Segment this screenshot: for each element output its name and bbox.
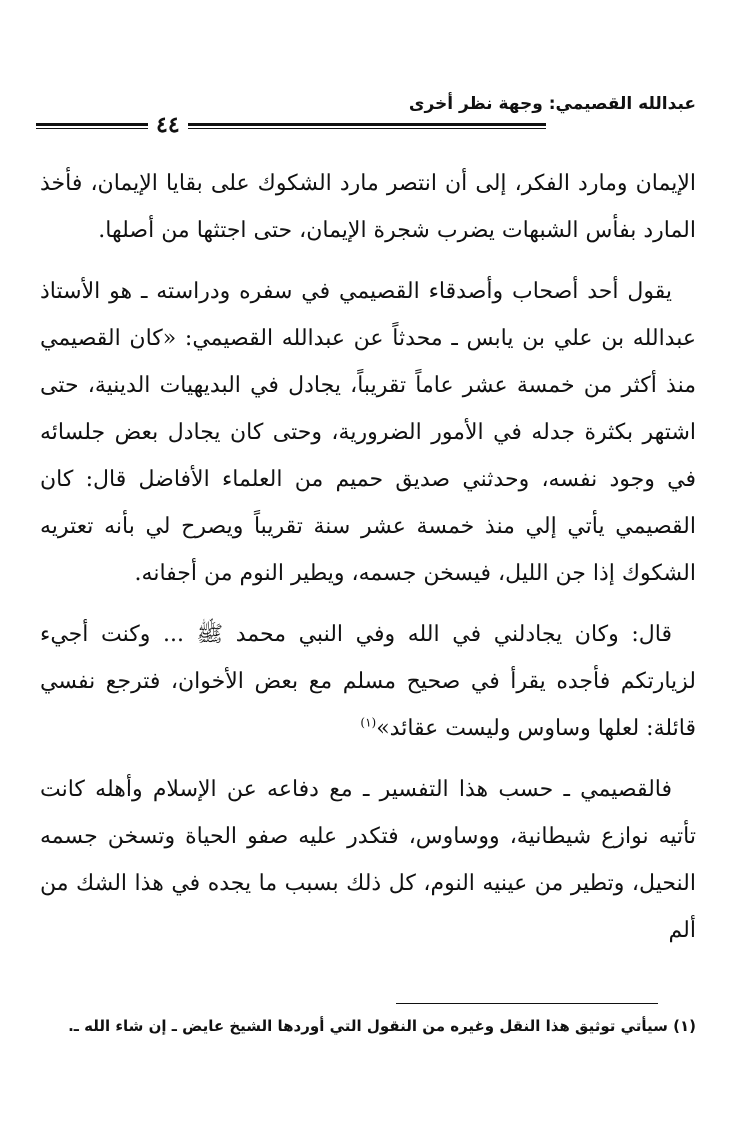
page-number: ٤٤ (148, 112, 188, 138)
running-header (36, 90, 696, 138)
running-header-title: عبدالله القصيمي: وجهة نظر أخرى (408, 94, 696, 114)
paragraph-4: فالقصيمي ـ حسب هذا التفسير ـ مع دفاعه عن الإسلام وأهله كانت تأتيه نوازع شيطانية، ووساوس، فتكدر عليه صفو الحياة وتسخن جسمه النحيل، وتطير من عينيه النوم، كل ذلك بسبب ما يجده في هذا الشك من ألم (40, 777, 696, 943)
main-text (40, 160, 696, 968)
footnote: (١) سيأتي توثيق هذا النقل وغيره من النقول التي أوردها الشيخ عايض ـ إن شاء الله ـ. (68, 1017, 696, 1035)
paragraph-1: الإيمان ومارد الفكر، إلى أن انتصر مارد الشكوك على بقايا الإيمان، فأخذ المارد بفأس الشبهات يضرب شجرة الإيمان، حتى اجتثها من أصلها. (40, 171, 696, 243)
footnote-separator (396, 1003, 658, 1004)
paragraph-3 (40, 611, 696, 752)
footnote-reference: (١) (360, 715, 377, 730)
page-number-rule (48, 123, 118, 126)
paragraph-2: يقول أحد أصحاب وأصدقاء القصيمي في سفره ودراسته ـ هو الأستاذ عبدالله بن علي بن يابس ـ محدثاً عن عبدالله القصيمي: «كان القصيمي منذ أكثر من خمسة عشر عاماً تقريباً، يجادل في البديهيات الدينية، حتى اشتهر بكثرة جدله في الأمور الضرورية، وحتى كان يجادل بعض جلسائه في وجود نفسه، وحدثني صديق حميم من العلماء الأفاضل قال: كان القصيمي يأتي إلي منذ خمسة عشر سنة تقريباً ويصرح لي بأنه تعتريه الشكوك إذا جن الليل، فيسخن جسمه، ويطير النوم من أجفانه. (40, 279, 696, 586)
paragraph-3-text: قال: وكان يجادلني في الله وفي النبي محمد ﷺ ... وكنت أجيء لزيارتكم فأجده يقرأ في صحيح مسلم مع بعض الأخوان، فترجع نفسي قائلة: لعلها وساوس وليست عقائد» (40, 622, 696, 741)
header-rule-thin (36, 128, 546, 129)
